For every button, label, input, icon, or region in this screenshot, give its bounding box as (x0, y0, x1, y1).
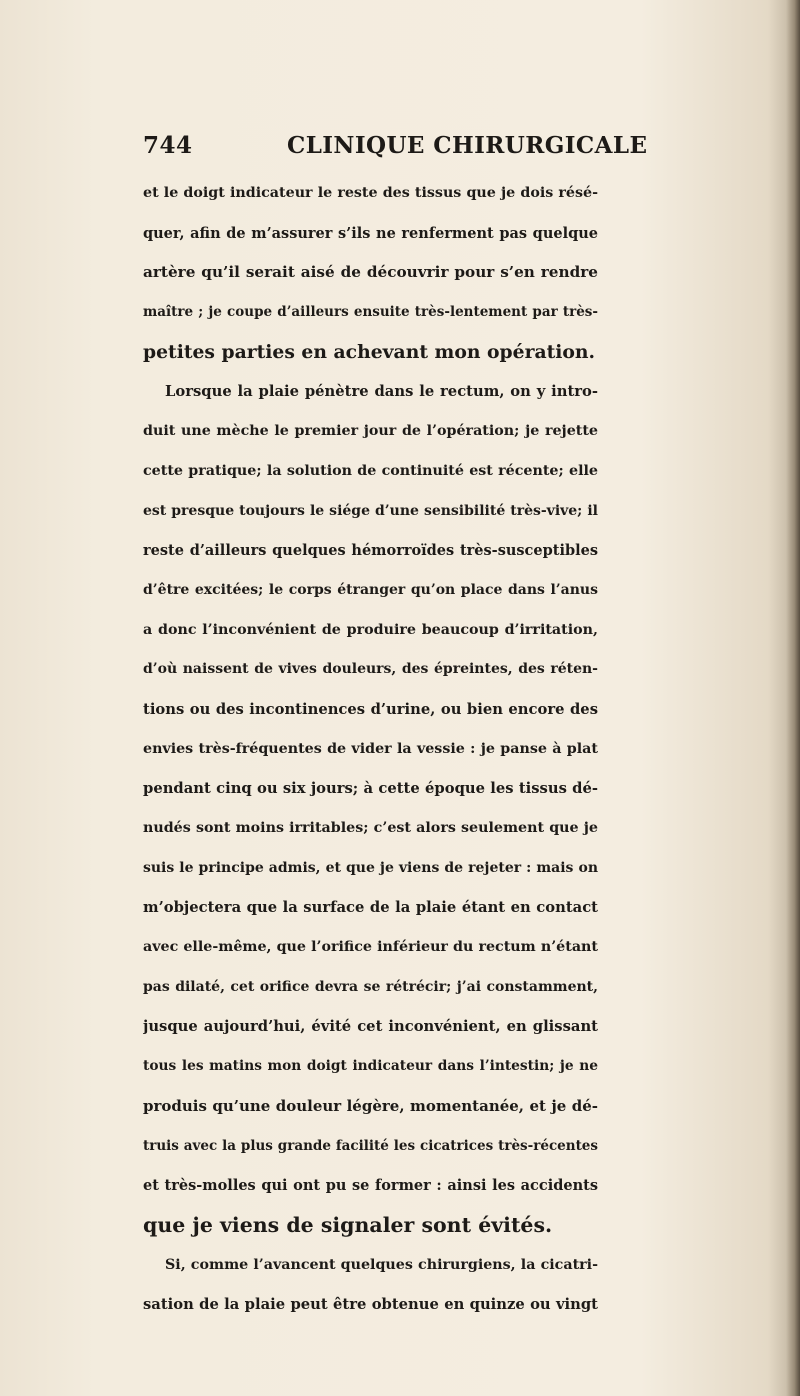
text-line: jusque aujourd’hui, évité cet inconvénient, en glissant (143, 1018, 598, 1036)
text-line: duit une mèche le premier jour de l’opération; je rejette (143, 423, 598, 440)
text-line: et le doigt indicateur le reste des tissus que je dois résé- (143, 185, 598, 201)
text-line: reste d’ailleurs quelques hémorroïdes très-susceptibles (143, 542, 598, 560)
body-text (143, 174, 598, 1325)
text-line: tions ou des incontinences d’urine, ou bien encore des (143, 700, 598, 718)
text-line: pendant cinq ou six jours; à cette époque les tissus dé- (143, 780, 598, 798)
text-line: est presque toujours le siége d’une sensibilité très-vive; il (143, 502, 598, 519)
text-line: tous les matins mon doigt indicateur dans l’intestin; je ne (143, 1058, 598, 1075)
text-line: que je viens de signaler sont évités. (143, 1212, 553, 1237)
text-line: Si, comme l’avancent quelques chirurgiens, la cicatri- (165, 1256, 598, 1273)
text-line: suis le principe admis, et que je viens de rejeter : mais on (143, 859, 598, 876)
page-header (143, 132, 648, 172)
text-line: maître ; je coupe d’ailleurs ensuite très-lentement par très- (143, 304, 598, 321)
text-line: quer, afin de m’assurer s’ils ne renferment pas quelque (143, 224, 598, 242)
text-line: artère qu’il serait aisé de découvrir pour s’en rendre (143, 263, 598, 282)
text-line: a donc l’inconvénient de produire beaucoup d’irritation, (143, 621, 598, 638)
text-line: avec elle-même, que l’orifice inférieur du rectum n’étant (143, 939, 598, 956)
text-line: sation de la plaie peut être obtenue en quinze ou vingt (143, 1296, 598, 1314)
text-line: cette pratique; la solution de continuité est récente; elle (143, 462, 598, 479)
page-number: 744 (143, 132, 193, 159)
text-line: nudés sont moins irritables; c’est alors seulement que je (143, 820, 598, 836)
text-line: m’objectera que la surface de la plaie étant en contact (143, 899, 598, 917)
page-edge-shadow (786, 0, 800, 1396)
text-line: produis qu’une douleur légère, momentanée, et je dé- (143, 1096, 598, 1115)
text-line: d’être excitées; le corps étranger qu’on place dans l’anus (143, 581, 598, 598)
text-line: d’où naissent de vives douleurs, des épreintes, des réten- (143, 661, 598, 678)
text-line: petites parties en achevant mon opération. (143, 340, 596, 363)
text-line: pas dilaté, cet orifice devra se rétrécir; j’ai constamment, (143, 978, 598, 995)
text-line: et très-molles qui ont pu se former : ainsi les accidents (143, 1177, 598, 1195)
text-line: envies très-fréquentes de vider la vessie : je panse à plat (143, 740, 598, 757)
running-title: CLINIQUE CHIRURGICALE (287, 132, 648, 159)
text-line: Lorsque la plaie pénètre dans le rectum, on y intro- (165, 383, 598, 401)
text-line: truis avec la plus grande facilité les cicatrices très-récentes (143, 1137, 598, 1154)
